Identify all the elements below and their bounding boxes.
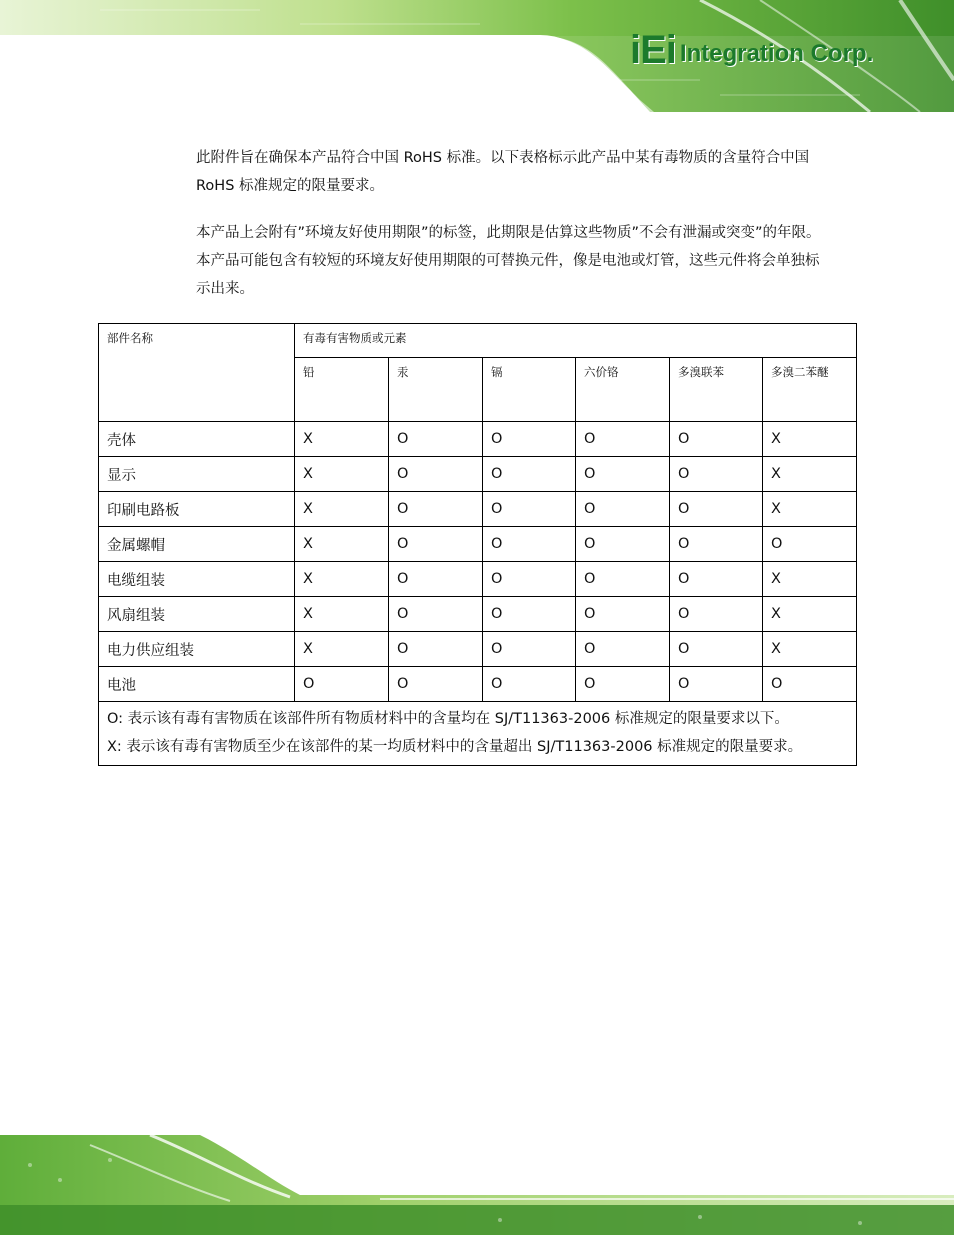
value-cell-lead: X (295, 457, 389, 492)
value-cell-chromium: O (576, 597, 670, 632)
value-cell-chromium: O (576, 632, 670, 667)
part-name-cell: 显示 (99, 457, 295, 492)
value-cell-pbb: O (670, 667, 763, 702)
value-cell-lead: O (295, 667, 389, 702)
value-cell-mercury: O (389, 667, 483, 702)
value-cell-mercury: O (389, 597, 483, 632)
value-cell-mercury: O (389, 527, 483, 562)
value-cell-chromium: O (576, 457, 670, 492)
value-cell-lead: X (295, 527, 389, 562)
table-row (99, 527, 857, 562)
legend-notes (99, 702, 857, 766)
table-row (99, 492, 857, 527)
value-cell-lead: X (295, 632, 389, 667)
value-cell-chromium: O (576, 492, 670, 527)
value-cell-lead: X (295, 597, 389, 632)
notes-row (99, 702, 857, 766)
intro-paragraph: 此附件旨在确保本产品符合中国 RoHS 标准。以下表格标示此产品中某有毒物质的含量符合中国 RoHS 标准规定的限量要求。 (196, 150, 810, 194)
value-cell-pbb: O (670, 422, 763, 457)
substance-header-cadmium: 镉 (483, 358, 576, 422)
value-cell-pbde: X (763, 562, 857, 597)
part-name-cell: 电力供应组装 (99, 632, 295, 667)
value-cell-pbb: O (670, 632, 763, 667)
substance-header-lead: 铅 (295, 358, 389, 422)
table-row (99, 597, 857, 632)
value-cell-cadmium: O (483, 527, 576, 562)
substances-header: 有毒有害物质或元素 (295, 324, 857, 358)
value-cell-cadmium: O (483, 562, 576, 597)
value-cell-pbde: X (763, 492, 857, 527)
value-cell-lead: X (295, 422, 389, 457)
value-cell-cadmium: O (483, 667, 576, 702)
company-logo (630, 26, 930, 74)
substance-header-pbb: 多溴联苯 (670, 358, 763, 422)
value-cell-chromium: O (576, 667, 670, 702)
value-cell-lead: X (295, 562, 389, 597)
value-cell-cadmium: O (483, 597, 576, 632)
table-row (99, 422, 857, 457)
part-name-cell: 壳体 (99, 422, 295, 457)
value-cell-mercury: O (389, 492, 483, 527)
value-cell-lead: X (295, 492, 389, 527)
value-cell-pbde: X (763, 422, 857, 457)
table-row (99, 457, 857, 492)
part-name-cell: 金属螺帽 (99, 527, 295, 562)
logo-mark: iEi (630, 27, 676, 72)
value-cell-mercury: O (389, 457, 483, 492)
legend-note-x: X: 表示该有毒有害物质至少在该部件的某一均质材料中的含量超出 SJ/T11363-2006 标准规定的限量要求。 (107, 739, 803, 755)
value-cell-pbb: O (670, 562, 763, 597)
value-cell-pbb: O (670, 527, 763, 562)
part-name-header: 部件名称 (99, 324, 295, 422)
value-cell-pbb: O (670, 597, 763, 632)
substance-header-chromium: 六价铬 (576, 358, 670, 422)
part-name-cell: 电缆组装 (99, 562, 295, 597)
table-row (99, 632, 857, 667)
table-row (99, 667, 857, 702)
value-cell-cadmium: O (483, 422, 576, 457)
value-cell-mercury: O (389, 422, 483, 457)
footer-banner (0, 1135, 954, 1235)
value-cell-cadmium: O (483, 457, 576, 492)
substance-header-mercury: 汞 (389, 358, 483, 422)
rohs-substance-table (98, 323, 857, 766)
table-row (99, 562, 857, 597)
value-cell-mercury: O (389, 562, 483, 597)
value-cell-chromium: O (576, 422, 670, 457)
value-cell-pbde: O (763, 667, 857, 702)
value-cell-mercury: O (389, 632, 483, 667)
legend-note-o: O: 表示该有毒有害物质在该部件所有物质材料中的含量均在 SJ/T11363-2006 标准规定的限量要求以下。 (107, 711, 789, 727)
value-cell-pbde: X (763, 632, 857, 667)
part-name-cell: 风扇组装 (99, 597, 295, 632)
value-cell-cadmium: O (483, 632, 576, 667)
part-name-cell: 印刷电路板 (99, 492, 295, 527)
value-cell-pbde: O (763, 527, 857, 562)
value-cell-pbde: X (763, 597, 857, 632)
value-cell-pbb: O (670, 492, 763, 527)
eco-period-paragraph: 本产品上会附有”环境友好使用期限”的标签，此期限是估算这些物质”不会有泄漏或突变”的年限。本产品可能包含有较短的环境友好使用期限的可替换元件，像是电池或灯管，这些元件将会单独标示出来。 (196, 225, 821, 297)
logo-text: Integration Corp. (679, 40, 874, 67)
value-cell-pbde: X (763, 457, 857, 492)
value-cell-pbb: O (670, 457, 763, 492)
substance-header-pbde: 多溴二苯醚 (763, 358, 857, 422)
value-cell-cadmium: O (483, 492, 576, 527)
part-name-cell: 电池 (99, 667, 295, 702)
value-cell-chromium: O (576, 562, 670, 597)
value-cell-chromium: O (576, 527, 670, 562)
